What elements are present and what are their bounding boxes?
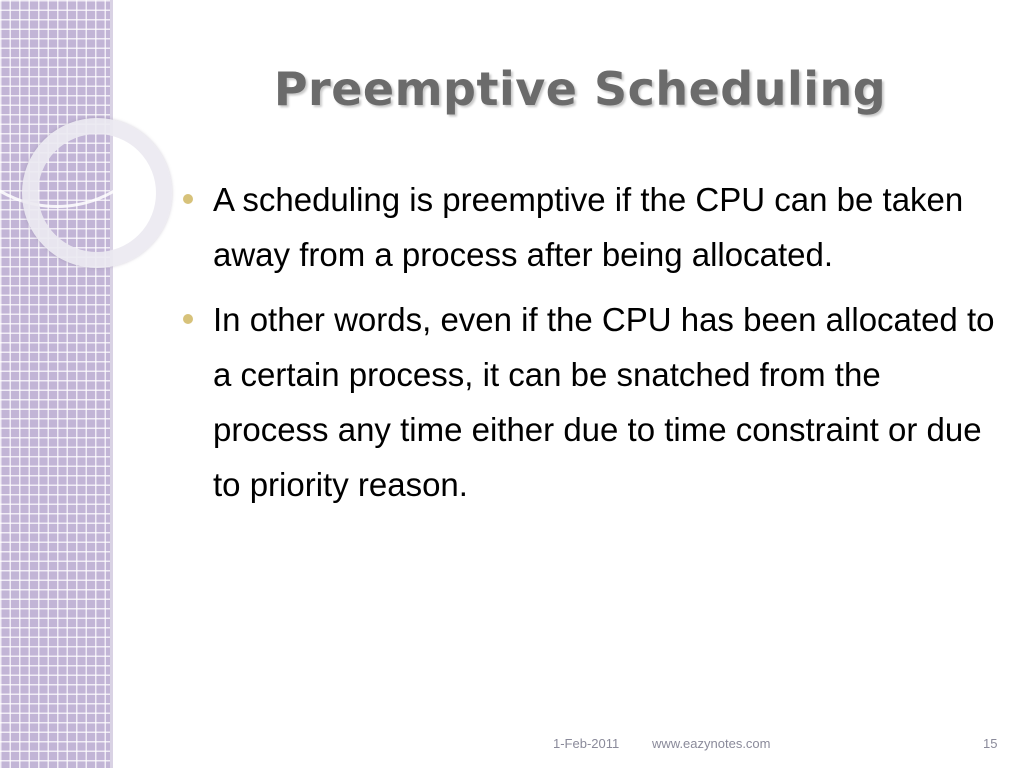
footer-website: www.eazynotes.com: [652, 736, 771, 751]
bullet-list: [183, 172, 1003, 522]
bullet-text: In other words, even if the CPU has been allocated to a certain process, it can be snatched from the process any time either due to time constraint or due to priority reason.: [213, 301, 995, 503]
bullet-text: A scheduling is preemptive if the CPU can be taken away from a process after being allocated.: [213, 181, 964, 273]
bullet-item: [183, 292, 1003, 512]
slide-title: Preemptive Scheduling: [273, 62, 887, 116]
decorative-ring-small: [22, 118, 172, 268]
slide-number: 15: [983, 736, 998, 751]
bullet-item: [183, 172, 1003, 282]
bullet-marker-icon: [183, 194, 193, 204]
footer-date: 1-Feb-2011: [553, 736, 620, 751]
bullet-marker-icon: [183, 314, 193, 324]
